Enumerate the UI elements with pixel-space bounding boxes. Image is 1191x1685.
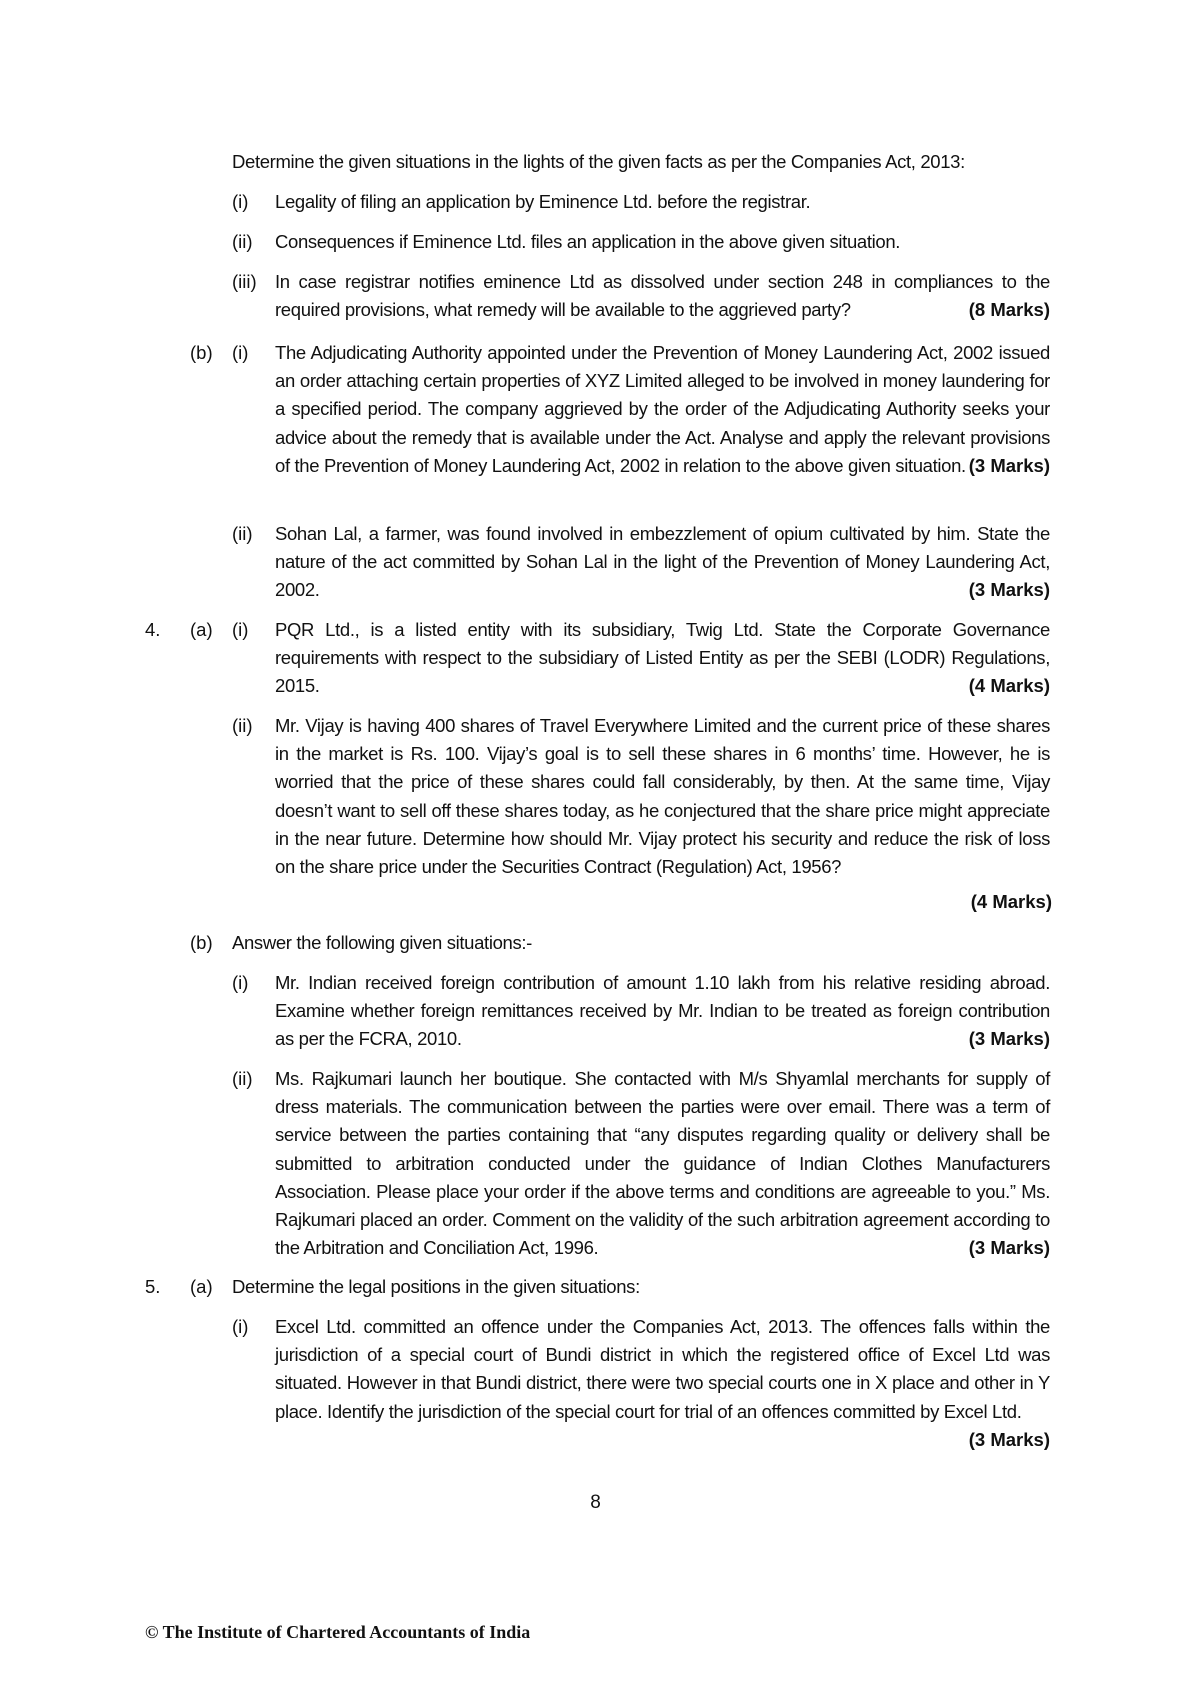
q3b-label: (b) [190,342,213,363]
q4b-i-text: Mr. Indian received foreign contribution of amount 1.10 lakh from his relative residing abroad. Examine whether foreign remittances received by Mr. Indian to be treated as foreign contribution as per the FCRA, 2010. (3 Marks) [275,969,1050,1054]
q3b-ii-text: Sohan Lal, a farmer, was found involved in embezzlement of opium cultivated by him. State the nature of the act committed by Sohan Lal in the light of the Prevention of Money Laundering Act, 2002. (3 Marks) [275,520,1050,605]
q3a-ii-label: (ii) [232,231,253,252]
q4a-label: (a) [190,619,213,640]
q5a-i-marks: (3 Marks) [968,1428,1050,1450]
q3b-i-text: The Adjudicating Authority appointed under the Prevention of Money Laundering Act, 2002 issued an order attaching certain properties of XYZ Limited alleged to be involved in money laundering for a specified period. The company aggrieved by the order of the Adjudicating Authority seeks your advice about the remedy that is available under the Act. Analyse and apply the relevant provisions of the Prevention of Money Laundering Act, 2002 in relation to the above given situation. (3 Marks) [275,339,1050,480]
q3b-ii-marks: (3 Marks) [968,579,1050,601]
q3b-i-label: (i) [232,342,249,363]
q4a-ii-label: (ii) [232,715,253,736]
page-number: 8 [590,1492,601,1513]
q3b-ii-label: (ii) [232,523,253,544]
q4a-ii-text: Mr. Vijay is having 400 shares of Travel Everywhere Limited and the current price of these shares in the market is Rs. 100. Vijay’s goal is to sell these shares in 6 months’ time. However, he is worried that the price of these shares could fall considerably, by then. At the same time, Vijay doesn’t want to sell off these shares today, as he conjectured that the share price might appreciate in the near future. Determine how should Mr. Vijay protect his security and reduce the risk of loss on the share price under the Securities Contract (Regulation) Act, 1956? [275,715,1050,878]
q4a-i-marks: (4 Marks) [968,675,1050,697]
q5a-intro: Determine the legal positions in the given situations: [232,1276,640,1297]
footer-copyright: © The Institute of Chartered Accountants of India [145,1622,531,1642]
q5a-label: (a) [190,1276,213,1297]
q4b-ii-text: Ms. Rajkumari launch her boutique. She contacted with M/s Shyamlal merchants for supply of dress materials. The communication between the parties were over email. There was a term of service between the parties containing that “any disputes regarding quality or delivery shall be submitted to arbitration conducted under the guidance of Indian Clothes Manufacturers Association. Please place your order if the above terms and conditions are agreeable to you.” Ms. Rajkumari placed an order. Comment on the validity of the such arbitration agreement according to the Arbitration and Conciliation Act, 1996. (3 Marks) [275,1065,1050,1262]
q4a-i-text: PQR Ltd., is a listed entity with its subsidiary, Twig Ltd. State the Corporate Governance requirements with respect to the subsidiary of Listed Entity as per the SEBI (LODR) Regulations, 2015. (4 Marks) [275,616,1050,701]
q3a-ii-text: Consequences if Eminence Ltd. files an application in the above given situation. [275,231,901,252]
q3a-iii-text: In case registrar notifies eminence Ltd as dissolved under section 248 in compliances to the required provisions, what remedy will be available to the aggrieved party? (8 Marks) [275,268,1050,324]
q3b-i-marks: (3 Marks) [968,454,1050,476]
q4a-i-label: (i) [232,619,249,640]
q3a-iii-marks: (8 Marks) [968,299,1050,321]
q4b-ii-label: (ii) [232,1068,253,1089]
q3a-i-text: Legality of filing an application by Eminence Ltd. before the registrar. [275,191,811,212]
q3a-i-label: (i) [232,191,249,212]
q3a-iii-label: (iii) [232,271,257,292]
q4a-ii-marks: (4 Marks) [970,891,1052,912]
q4b-i-label: (i) [232,972,249,993]
q5a-i-label: (i) [232,1316,249,1337]
q5a-i-text: Excel Ltd. committed an offence under the Companies Act, 2013. The offences falls within the jurisdiction of a special court of Bundi district in which the registered office of Excel Ltd was situated. However in that Bundi district, there were two special courts one in X place and other in Y place. Identify the jurisdiction of the special court for trial of an offences committed by Excel Ltd. (3 Marks) [275,1313,1050,1454]
q5-number: 5. [145,1276,161,1297]
q4b-i-marks: (3 Marks) [968,1028,1050,1050]
q4b-intro: Answer the following given situations:- [232,932,532,953]
q4b-ii-marks: (3 Marks) [968,1237,1050,1259]
q3a-intro: Determine the given situations in the lights of the given facts as per the Companies Act, 2013: [232,151,965,172]
q4-number: 4. [145,619,161,640]
q4b-label: (b) [190,932,213,953]
